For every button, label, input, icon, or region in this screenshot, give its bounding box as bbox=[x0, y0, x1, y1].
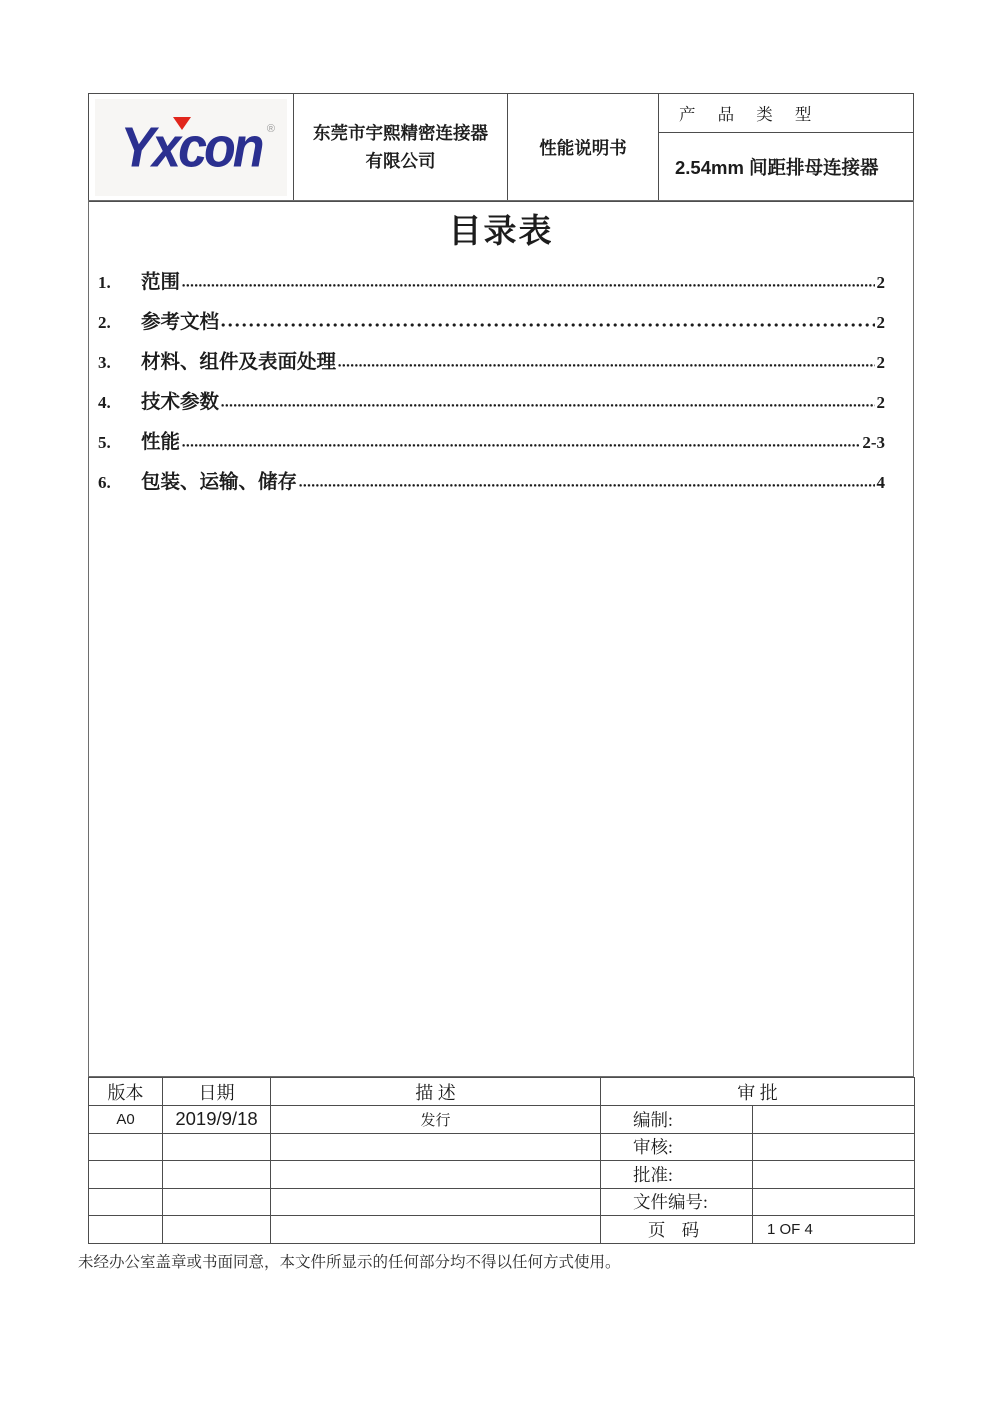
page-number-value-cell: 1 OF 4 bbox=[753, 1216, 915, 1244]
date-cell: 2019/9/18 bbox=[163, 1106, 271, 1134]
logo-triangle-icon bbox=[173, 117, 191, 130]
toc-entry-number: 3. bbox=[98, 353, 111, 372]
approval-label-cell: 编制: bbox=[601, 1106, 753, 1134]
company-name-line1: 东莞市宇熙精密连接器 bbox=[313, 123, 488, 144]
description-cell bbox=[271, 1216, 601, 1244]
description-cell bbox=[271, 1133, 601, 1161]
toc-entry-label: 材料、组件及表面处理 bbox=[141, 352, 337, 373]
confidentiality-notice: 未经办公室盖章或书面同意，本文件所显示的任何部分均不得以任何方式使用。 bbox=[78, 1254, 621, 1271]
doc-type-cell bbox=[507, 94, 658, 201]
date-cell bbox=[163, 1216, 271, 1244]
version-cell bbox=[89, 1216, 163, 1244]
document-body bbox=[88, 200, 914, 1077]
logo-cell bbox=[89, 94, 293, 201]
toc-entry bbox=[98, 306, 885, 346]
toc-entry bbox=[98, 386, 885, 426]
toc-title: 目录表 bbox=[448, 214, 554, 250]
company-name-line2: 有限公司 bbox=[365, 150, 436, 171]
table-of-contents bbox=[89, 266, 913, 506]
header-table bbox=[88, 93, 914, 202]
toc-entry-page: 2-3 bbox=[862, 433, 885, 452]
approval-value-cell bbox=[753, 1188, 915, 1216]
date-cell bbox=[163, 1133, 271, 1161]
toc-entry bbox=[98, 466, 885, 506]
description-cell: 发行 bbox=[271, 1106, 601, 1134]
toc-entry-label: 性能 bbox=[141, 432, 181, 453]
toc-entry-number: 4. bbox=[98, 393, 111, 412]
doc-type-label: 性能说明书 bbox=[539, 138, 627, 158]
toc-entry-label: 包装、运输、储存 bbox=[141, 472, 298, 493]
toc-dot-leader bbox=[338, 362, 874, 368]
version-cell bbox=[89, 1161, 163, 1189]
revision-row bbox=[89, 1106, 915, 1134]
toc-entry bbox=[98, 266, 885, 306]
approval-header: 审 批 bbox=[601, 1078, 915, 1106]
revision-row bbox=[89, 1161, 915, 1189]
approval-label-cell: 文件编号: bbox=[601, 1188, 753, 1216]
revision-table bbox=[88, 1077, 915, 1244]
approval-label-cell: 审核: bbox=[601, 1133, 753, 1161]
toc-dot-leader bbox=[221, 402, 874, 408]
toc-entry-label: 范围 bbox=[141, 272, 181, 293]
company-logo bbox=[95, 99, 287, 196]
toc-entry-number: 5. bbox=[98, 433, 111, 452]
company-name-cell bbox=[293, 94, 507, 201]
description-cell bbox=[271, 1188, 601, 1216]
approval-value-cell bbox=[753, 1106, 915, 1134]
registered-trademark-icon: ® bbox=[266, 123, 275, 135]
toc-dot-leader bbox=[182, 442, 860, 448]
toc-entry-page: 2 bbox=[876, 313, 885, 332]
version-cell bbox=[89, 1188, 163, 1216]
revision-header-row bbox=[89, 1078, 915, 1106]
page-number-label-cell: 页 码 bbox=[601, 1216, 753, 1244]
version-cell: A0 bbox=[89, 1106, 163, 1134]
revision-row bbox=[89, 1133, 915, 1161]
toc-entry-number: 2. bbox=[98, 313, 111, 332]
date-cell bbox=[163, 1161, 271, 1189]
approval-value-cell bbox=[753, 1133, 915, 1161]
toc-dot-leader bbox=[299, 482, 874, 488]
toc-dot-leader bbox=[182, 282, 874, 288]
logo-wordmark: Yxcon bbox=[120, 116, 262, 179]
revision-row bbox=[89, 1216, 915, 1244]
toc-entry-page: 2 bbox=[876, 353, 885, 372]
toc-entry bbox=[98, 346, 885, 386]
product-type-cell bbox=[658, 94, 913, 201]
version-header: 版本 bbox=[89, 1078, 163, 1106]
toc-entry-page: 4 bbox=[876, 473, 885, 492]
toc-dot-leader bbox=[221, 322, 874, 328]
toc-entry-number: 6. bbox=[98, 473, 111, 492]
product-category-label: 产 品 类 型 bbox=[659, 94, 913, 133]
version-cell bbox=[89, 1133, 163, 1161]
toc-entry-page: 2 bbox=[876, 393, 885, 412]
date-cell bbox=[163, 1188, 271, 1216]
product-name: 2.54mm 间距排母连接器 bbox=[675, 157, 879, 178]
toc-entry-label: 技术参数 bbox=[141, 392, 220, 413]
toc-entry bbox=[98, 426, 885, 466]
revision-row bbox=[89, 1188, 915, 1216]
description-header: 描 述 bbox=[271, 1078, 601, 1106]
approval-value-cell bbox=[753, 1161, 915, 1189]
toc-entry-label: 参考文档 bbox=[141, 312, 220, 333]
toc-entry-number: 1. bbox=[98, 273, 111, 292]
toc-entry-page: 2 bbox=[876, 273, 885, 292]
description-cell bbox=[271, 1161, 601, 1189]
approval-label-cell: 批准: bbox=[601, 1161, 753, 1189]
date-header: 日期 bbox=[163, 1078, 271, 1106]
